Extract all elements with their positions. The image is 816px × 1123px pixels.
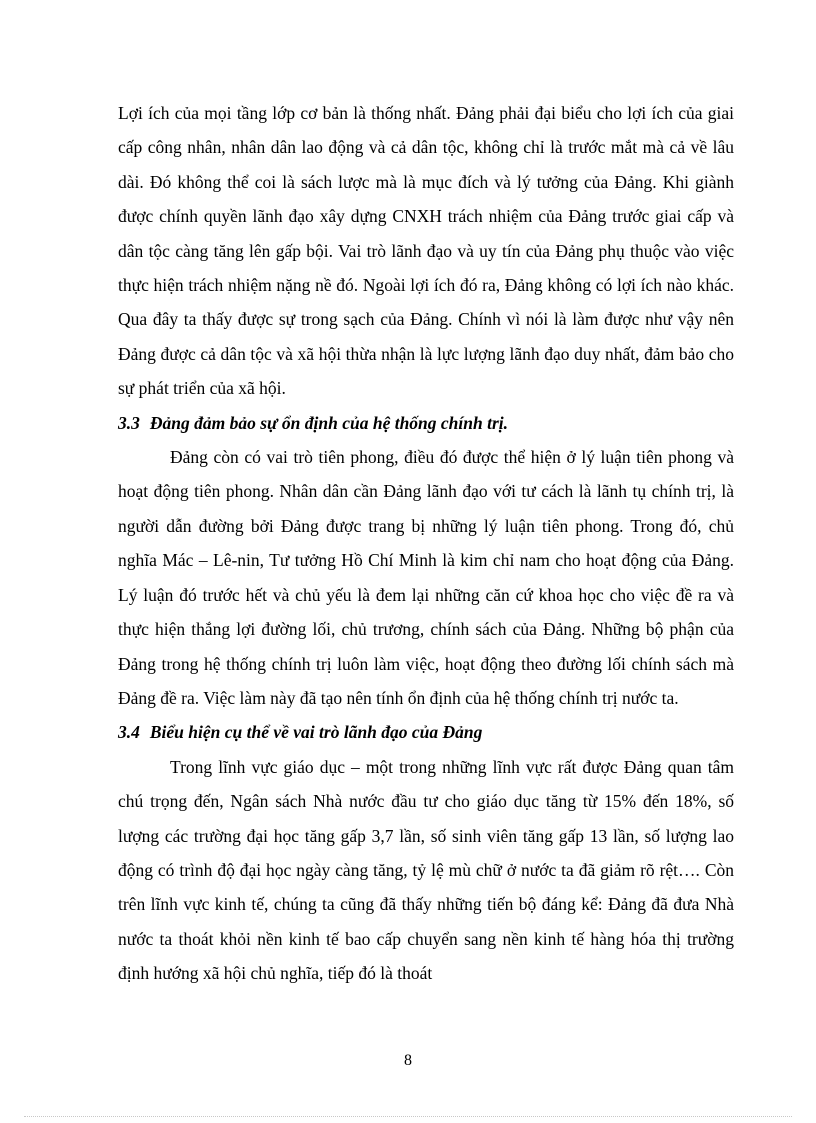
section-heading-3-3 [118,406,734,440]
paragraph-section-3-4: Trong lĩnh vực giáo dục – một trong những lĩnh vực rất được Đảng quan tâm chú trọng đến, Ngân sách Nhà nước đầu tư cho giáo dục tăng từ 15% đến 18%, số lượng các trường đại học tăng gấp 3,7 lần, số sinh viên tăng gấp 13 lần, số lượng lao động có trình độ đại học ngày càng tăng, tỷ lệ mù chữ ở nước ta đã giảm rõ rệt…. Còn trên lĩnh vực kinh tế, chúng ta cũng đã thấy những tiến bộ đáng kể: Đảng đã đưa Nhà nước ta thoát khỏi nền kinh tế bao cấp chuyển sang nền kinh tế hàng hóa thị trường định hướng xã hội chủ nghĩa, tiếp đó là thoát [118,756,734,984]
section-title: Đảng đảm bảo sự ổn định của hệ thống chính trị. [149,412,509,433]
section-number: 3.4 [118,722,140,743]
page-edge-divider [24,1116,792,1117]
document-body [118,96,734,991]
paragraph-intro: Lợi ích của mọi tầng lớp cơ bản là thống nhất. Đảng phải đại biểu cho lợi ích của giai cấp công nhân, nhân dân lao động và cả dân tộc, không chỉ là trước mắt mà cả về lâu dài. Đó không thể coi là sách lược mà là mục đích và lý tưởng của Đảng. Khi giành được chính quyền lãnh đạo xây dựng CNXH trách nhiệm của Đảng trước giai cấp và dân tộc càng tăng lên gấp bội. Vai trò lãnh đạo và uy tín của Đảng phụ thuộc vào việc thực hiện trách nhiệm nặng nề đó. Ngoài lợi ích đó ra, Đảng không có lợi ích nào khác. Qua đây ta thấy được sự trong sạch của Đảng. Chính vì nói là làm được như vậy nên Đảng được cả dân tộc và xã hội thừa nhận là lực lượng lãnh đạo duy nhất, đảm bảo cho sự phát triển của xã hội. [118,103,734,399]
section-heading-3-4 [118,715,734,749]
page-number: 8 [404,1052,412,1069]
paragraph-section-3-3: Đảng còn có vai trò tiên phong, điều đó được thể hiện ở lý luận tiên phong và hoạt động tiên phong. Nhân dân cần Đảng lãnh đạo với tư cách là lãnh tụ chính trị, là người dẫn đường bởi Đảng được trang bị những lý luận tiên phong. Trong đó, chủ nghĩa Mác – Lê-nin, Tư tưởng Hồ Chí Minh là kim chỉ nam cho hoạt động của Đảng. Lý luận đó trước hết và chủ yếu là đem lại những căn cứ khoa học cho việc đề ra và thực hiện thắng lợi đường lối, chủ trương, chính sách của Đảng. Những bộ phận của Đảng trong hệ thống chính trị luôn làm việc, hoạt động theo đường lối chính sách mà Đảng đề ra. Việc làm này đã tạo nên tính ổn định của hệ thống chính trị nước ta. [118,447,734,708]
section-number: 3.3 [118,412,140,433]
section-title: Biểu hiện cụ thể về vai trò lãnh đạo của Đảng [149,722,483,743]
